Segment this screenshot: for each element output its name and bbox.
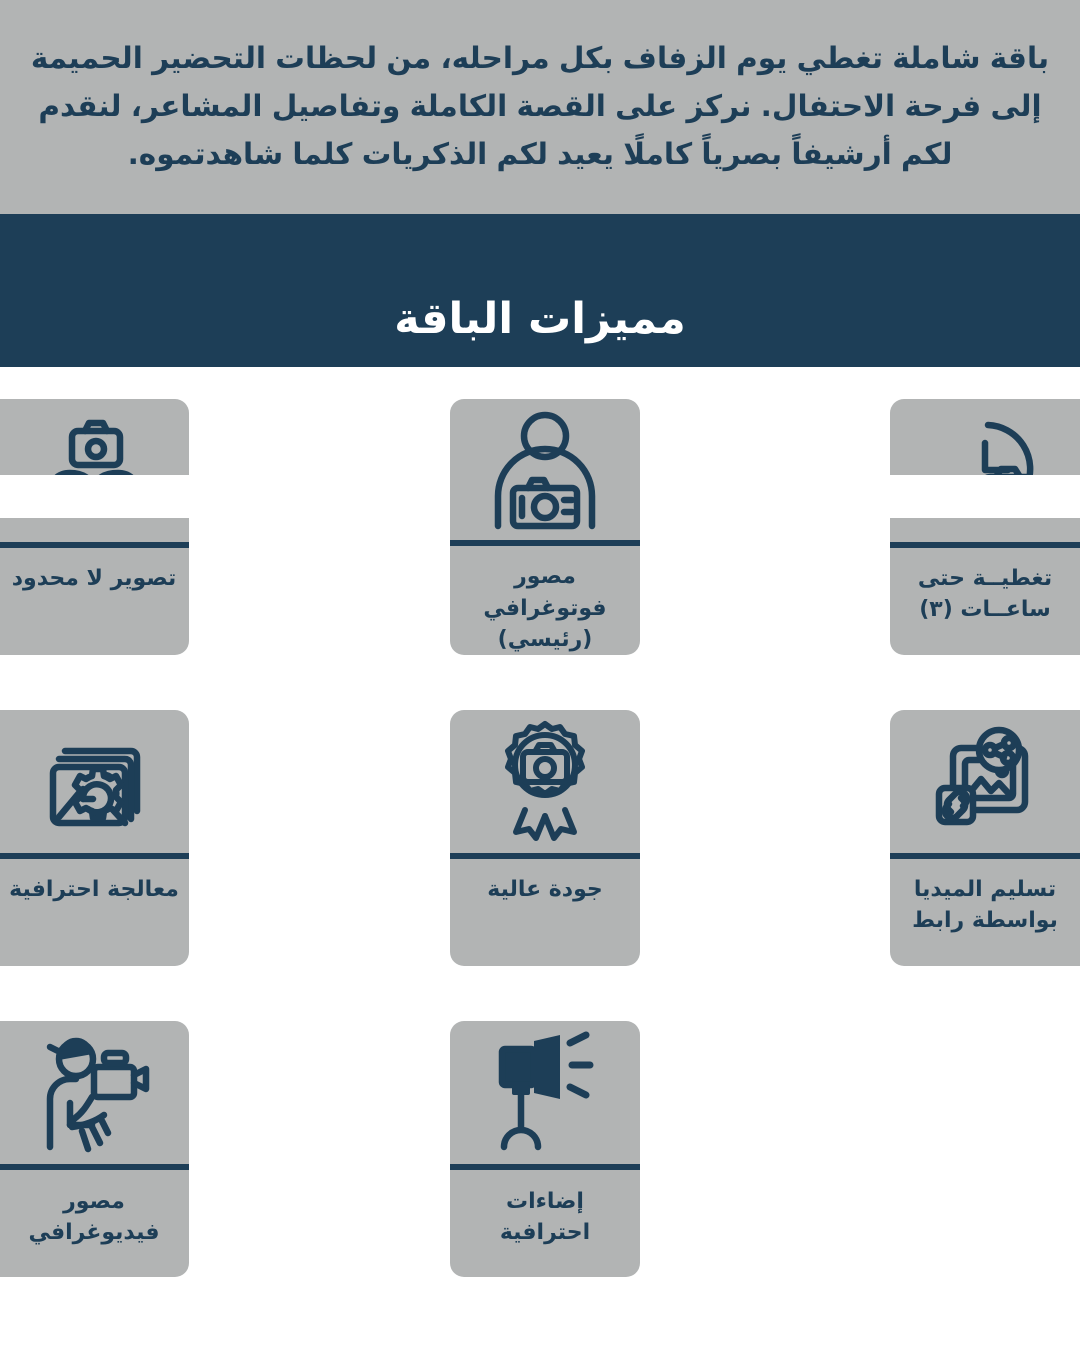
feature-label: جودة عالية	[487, 877, 603, 902]
intro-section	[0, 0, 1080, 214]
banner-accent-bar-right	[0, 475, 243, 518]
videographer-camcorder-icon	[0, 1021, 189, 1164]
section-banner	[0, 214, 1080, 367]
features-grid	[0, 399, 1080, 1289]
feature-label: تغطيــة حتى ساعــات (٣)	[917, 566, 1053, 623]
feature-label: مصور فيديوغرافي	[28, 1189, 160, 1246]
feature-card[interactable]	[890, 399, 1080, 655]
feature-label: تسليم الميديا بواسطة رابط	[912, 877, 1058, 934]
camera-infinity-icon	[0, 399, 189, 542]
feature-label: مصور فوتوغرافي (رئيسي)	[483, 564, 607, 652]
feature-label: تصوير لا محدود	[11, 566, 177, 591]
banner-accent-bar-left	[808, 475, 1080, 518]
feature-card[interactable]	[0, 710, 189, 966]
intro-paragraph: باقة شاملة تغطي يوم الزفاف بكل مراحله، من لحظات التحضير الحميمة إلى فرحة الاحتفال. نركز على القصة الكاملة وتفاصيل المشاعر، لنقدم لكم أرشيفاً بصرياً كاملًا يعيد لكم الذكريات كلما شاهدتموه.	[30, 41, 1050, 171]
section-title: مميزات الباقة	[394, 294, 686, 345]
feature-label: إضاءات احترافية	[499, 1189, 591, 1246]
studio-light-icon	[450, 1021, 640, 1164]
feature-card[interactable]	[0, 399, 189, 655]
feature-card[interactable]	[450, 710, 640, 966]
clock-camera-icon	[890, 399, 1080, 542]
feature-card[interactable]	[450, 1021, 640, 1277]
feature-card[interactable]	[890, 710, 1080, 966]
photographer-person-camera-icon	[450, 399, 640, 540]
feature-card[interactable]	[0, 1021, 189, 1277]
feature-label: معالجة احترافية	[9, 877, 179, 902]
image-share-link-icon	[890, 710, 1080, 853]
award-badge-camera-icon	[450, 710, 640, 853]
photos-gear-processing-icon	[0, 710, 189, 853]
feature-card[interactable]	[450, 399, 640, 655]
